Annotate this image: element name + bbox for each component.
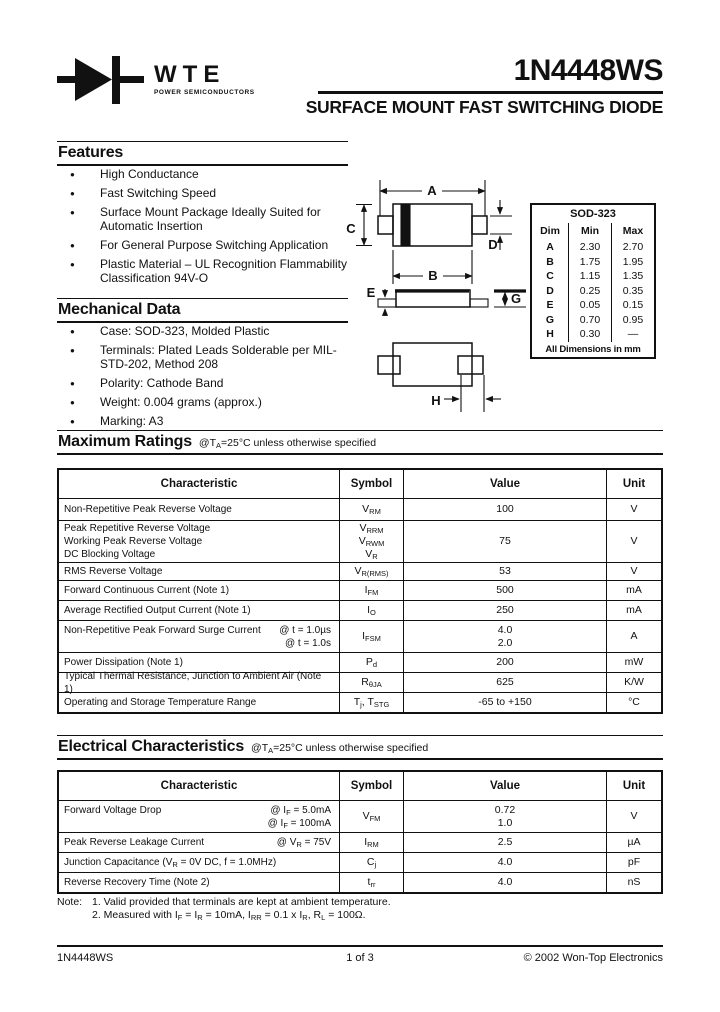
bullet-text: High Conductance <box>100 167 199 181</box>
part-number: 1N4448WS <box>513 54 663 87</box>
bullet-item <box>57 414 353 428</box>
table-row <box>59 832 661 852</box>
unit: V <box>630 565 638 577</box>
unit: V <box>630 503 638 515</box>
notes-label: Note: <box>57 896 83 908</box>
column-header: Value <box>403 772 606 800</box>
maximum-ratings-table <box>57 468 663 714</box>
section-electrical-header <box>57 735 663 760</box>
bullet-text: Surface Mount Package Ideally Suited for Automatic Insertion <box>100 205 321 233</box>
dim-label: E <box>546 299 554 311</box>
dim-value: 0.30 <box>568 327 611 342</box>
table-row <box>59 562 661 580</box>
bullet-icon: ● <box>70 346 75 355</box>
bullet-text: Weight: 0.004 grams (approx.) <box>100 395 262 409</box>
characteristic: Operating and Storage Temperature Range <box>64 697 257 708</box>
page-subtitle: SURFACE MOUNT FAST SWITCHING DIODE <box>305 97 663 117</box>
bullet-icon: ● <box>70 170 75 179</box>
dim-value: — <box>611 327 654 342</box>
dim-label-b: B <box>428 268 438 283</box>
dim-value: 1.15 <box>568 269 611 284</box>
symbol: $I_{FM}$ <box>364 584 379 597</box>
unit: mA <box>626 584 642 596</box>
characteristic: Power Dissipation (Note 1) <box>64 657 183 668</box>
table-row <box>59 498 661 520</box>
unit: nS <box>627 876 641 888</box>
bullet-item <box>57 186 353 200</box>
bullet-text: Plastic Material – UL Recognition Flammability Classification 94V-O <box>100 257 347 285</box>
test-condition: @ t = 1.0µs @ t = 1.0s <box>279 625 331 649</box>
characteristic: Reverse Recovery Time (Note 2) <box>64 877 210 888</box>
test-condition: @ $V_R = 75V$ <box>276 837 331 849</box>
value: 625 <box>496 676 514 688</box>
footer-copyright: © 2002 Won-Top Electronics <box>523 952 663 964</box>
table-row <box>59 600 661 620</box>
dim-label-d: D <box>488 237 498 252</box>
notes-lines <box>92 896 391 921</box>
dim-label: D <box>546 284 554 297</box>
brand-name: WTE <box>154 61 226 88</box>
dim-label: G <box>545 313 555 326</box>
footer-part-number: 1N4448WS <box>57 952 114 964</box>
dim-value: 2.30 <box>568 240 611 255</box>
dim-value: 0.25 <box>568 284 611 299</box>
bullet-icon: ● <box>70 241 75 250</box>
value: 0.72 1.0 <box>494 803 516 829</box>
bullet-icon: ● <box>70 260 75 269</box>
unit: V <box>630 810 638 822</box>
bullet-text: Marking: A3 <box>100 414 164 428</box>
dim-value: 0.95 <box>611 313 654 328</box>
dim-value: 1.35 <box>611 269 654 284</box>
symbol: $T_j$, $T_{STG}$ <box>353 696 390 709</box>
value: 500 <box>496 584 514 596</box>
column-header: Unit <box>606 470 661 498</box>
features-list <box>57 167 353 290</box>
symbol: $P_d$ <box>365 656 378 669</box>
column-header: Symbol <box>339 772 403 800</box>
electrical-title: Electrical Characteristics <box>58 738 245 755</box>
page-footer <box>57 945 663 964</box>
dim-column-header: Dim <box>540 225 560 237</box>
dim-value: 1.95 <box>611 255 654 270</box>
bullet-icon: ● <box>70 398 75 407</box>
table-row <box>59 580 661 600</box>
column-header: Symbol <box>339 470 403 498</box>
dim-label-e: E <box>366 285 376 300</box>
unit: °C <box>628 696 640 708</box>
characteristic: Average Rectified Output Current (Note 1) <box>64 605 251 616</box>
dimensions-table-footer: All Dimensions in mm <box>545 343 641 355</box>
bullet-icon: ● <box>70 189 75 198</box>
table-header-row <box>59 772 661 800</box>
bullet-item <box>57 167 353 181</box>
symbol: $V_{RM}$ <box>362 503 381 516</box>
symbol: $V_{FM}$ <box>362 810 381 823</box>
dim-label-a: A <box>427 183 437 198</box>
dim-value: 1.75 <box>568 255 611 270</box>
bullet-item <box>57 376 353 390</box>
dim-label: A <box>546 241 554 253</box>
value: 100 <box>496 503 514 515</box>
mechanical-title: Mechanical Data <box>58 301 181 318</box>
characteristic: Peak Reverse Leakage Current <box>64 837 205 848</box>
column-header: Characteristic <box>160 477 238 490</box>
unit: mA <box>626 604 642 616</box>
package-outline-diagram <box>344 166 530 418</box>
mechanical-list <box>57 324 353 433</box>
dim-label-c: C <box>346 221 356 236</box>
table-header-row <box>59 470 661 498</box>
value: -65 to +150 <box>478 696 532 708</box>
bullet-text: Case: SOD-323, Molded Plastic <box>100 324 270 338</box>
symbol: $I_{RM}$ <box>364 836 379 849</box>
dim-value: 0.05 <box>568 298 611 313</box>
cathode-band <box>401 204 410 246</box>
column-header: Value <box>403 470 606 498</box>
diode-symbol-icon <box>57 55 147 109</box>
characteristic: Typical Thermal Resistance, Junction to Ambient Air (Note 1) <box>64 670 322 695</box>
bullet-item <box>57 395 353 409</box>
dim-column-header: Min <box>568 223 611 240</box>
unit: µA <box>627 836 641 848</box>
dimensions-table-title: SOD-323 <box>570 208 616 220</box>
bullet-text: Fast Switching Speed <box>100 186 217 200</box>
dim-label: H <box>546 328 554 340</box>
electrical-characteristics-table <box>57 770 663 894</box>
section-maximum-ratings-header <box>57 430 663 455</box>
bullet-icon: ● <box>70 327 75 336</box>
dim-label-g: G <box>510 291 522 306</box>
bullet-text: Terminals: Plated Leads Solderable per MIL-STD-202, Method 208 <box>100 343 337 371</box>
title-block <box>300 54 663 118</box>
value: 2.5 <box>497 836 513 848</box>
table-row <box>59 800 661 832</box>
value: 4.0 2.0 <box>497 623 513 649</box>
brand-tagline: POWER SEMICONDUCTORS <box>154 89 255 96</box>
symbol: $R_{\theta JA}$ <box>361 676 382 689</box>
bullet-item <box>57 205 353 233</box>
table-row <box>59 520 661 562</box>
section-mechanical-header <box>57 298 348 323</box>
dim-value: 2.70 <box>611 240 654 255</box>
dim-label: C <box>546 270 554 282</box>
brand-text <box>154 55 255 96</box>
bullet-icon: ● <box>70 379 75 388</box>
characteristic: Forward Voltage Drop <box>64 805 162 816</box>
characteristic: Peak Repetitive Reverse Voltage Working Peak Reverse Voltage DC Blocking Voltage <box>64 523 211 560</box>
test-condition: @ $I_F = 5.0mA$ @ $I_F = 100mA$ <box>267 805 331 830</box>
value: 53 <box>499 565 511 577</box>
notes-block <box>57 896 663 921</box>
value: 200 <box>496 656 514 668</box>
dim-label: B <box>546 255 554 268</box>
dimensions-table <box>530 203 656 359</box>
bullet-item <box>57 238 353 252</box>
dimensions-table-grid <box>532 223 654 342</box>
symbol: $I_O$ <box>367 604 376 617</box>
characteristic: Junction Capacitance ($V_R = 0V$ DC, f = 1.0MHz) <box>64 857 277 869</box>
characteristic: Non-Repetitive Peak Forward Surge Current <box>64 625 261 636</box>
table-row <box>59 620 661 652</box>
maximum-ratings-title: Maximum Ratings <box>58 433 192 450</box>
unit: A <box>630 630 638 642</box>
dim-value: 0.70 <box>568 313 611 328</box>
column-header: Characteristic <box>160 779 238 792</box>
value: 4.0 <box>497 856 513 868</box>
bullet-icon: ● <box>70 208 75 217</box>
symbol: $t_{rr}$ <box>367 876 376 889</box>
dim-label-h: H <box>431 393 441 408</box>
footer-page-number: 1 of 3 <box>346 952 374 964</box>
table-row <box>59 692 661 712</box>
characteristic: RMS Reverse Voltage <box>64 566 163 577</box>
unit: pF <box>627 856 641 868</box>
value: 4.0 <box>497 876 513 888</box>
symbol: $C_j$ <box>366 856 377 869</box>
bullet-icon: ● <box>70 417 75 426</box>
value: 250 <box>496 604 514 616</box>
symbol: $I_{FSM}$ <box>362 630 381 643</box>
brand-logo <box>57 55 255 109</box>
section-features-header <box>57 141 348 166</box>
bullet-text: Polarity: Cathode Band <box>100 376 224 390</box>
bullet-text: For General Purpose Switching Application <box>100 238 329 252</box>
electrical-condition: $@T_A=25^\circ C$ unless otherwise specified <box>251 742 429 755</box>
unit: V <box>630 535 638 547</box>
dim-value: 0.15 <box>611 298 654 313</box>
symbol: $V_{RRM}$ $V_{RWM}$ $V_R$ <box>358 522 385 561</box>
note-line: 2. Measured with $I_F = I_R = 10mA$, $I_{RR} = 0.1$ x $I_R$, $R_L = 100\Omega$. <box>92 908 366 922</box>
table-row <box>59 852 661 872</box>
note-line: 1. Valid provided that terminals are kept at ambient temperature. <box>92 896 391 908</box>
dim-value: 0.35 <box>611 284 654 299</box>
table-row <box>59 670 661 695</box>
unit: K/W <box>624 676 644 688</box>
features-title: Features <box>58 144 124 161</box>
bullet-item <box>57 343 353 371</box>
maximum-ratings-condition: $@T_A=25^\circ C$ unless otherwise specified <box>198 437 377 450</box>
column-header: Unit <box>606 772 661 800</box>
bullet-item <box>57 257 353 285</box>
symbol: $V_{R(RMS)}$ <box>354 565 389 578</box>
value: 75 <box>499 535 511 547</box>
table-row <box>59 872 661 892</box>
bullet-item <box>57 324 353 338</box>
characteristic: Non-Repetitive Peak Reverse Voltage <box>64 504 232 515</box>
characteristic: Forward Continuous Current (Note 1) <box>64 585 230 596</box>
unit: mW <box>624 656 644 668</box>
title-rule <box>318 91 663 94</box>
dim-column-header: Max <box>611 223 654 240</box>
